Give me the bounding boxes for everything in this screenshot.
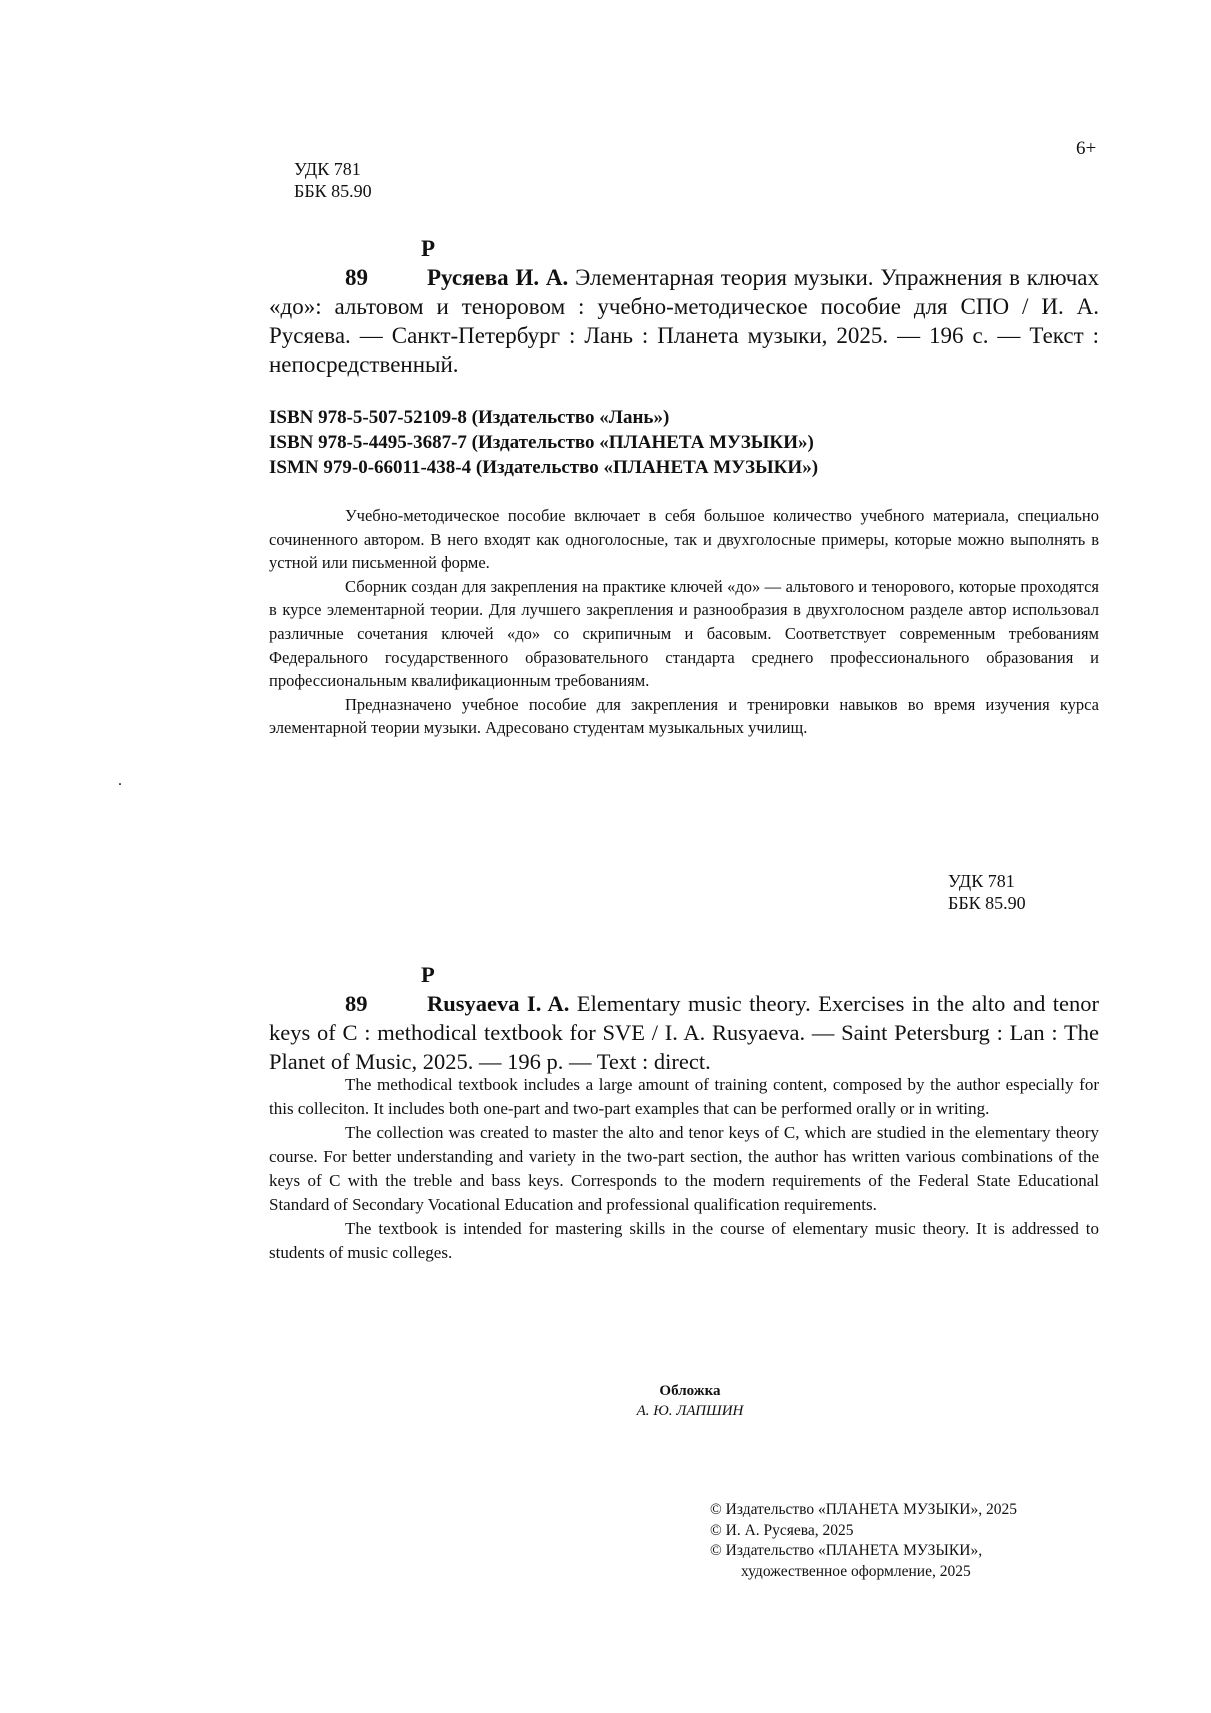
isbn-line: ISBN 978-5-507-52109-8 (Издательство «Лань»)	[269, 407, 670, 428]
author-sign: Р 89	[345, 962, 435, 1016]
abstract-en	[269, 1073, 1099, 1265]
copyright-line-continued: художественное оформление, 2025	[741, 1562, 971, 1580]
cover-artist: А. Ю. ЛАПШИН	[636, 1403, 744, 1419]
entry-text: Elementary music theory. Exercises in the alto and tenor keys of C : methodical textbook for SVE / I. A. Rusyaeva. — Saint Petersburg : Lan : The Planet of Music, 2025. — 196 p. — Text : direct.	[269, 991, 1100, 1074]
udk-code: УДК 781	[294, 159, 361, 179]
copyright-line: © И. А. Русяева, 2025	[710, 1521, 854, 1539]
age-rating: 6+	[1076, 138, 1097, 159]
ismn-line: ISMN 979-0-66011-438-4 (Издательство «ПЛАНЕТА МУЗЫКИ»)	[269, 457, 819, 478]
copyright-block	[710, 1500, 1017, 1582]
abstract-paragraph: The collection was created to master the alto and tenor keys of C, which are studied in the elementary theory course. For better understanding and variety in the two-part section, the author has written various combinations of the keys of C with the treble and bass keys. Corresponds to the modern requirements of the Federal State Educational Standard of Secondary Vocational Education and professional qualification requirements.	[269, 1123, 1099, 1214]
abstract-paragraph: Предназначено учебное пособие для закрепления и тренировки навыков во время изучения курса элементарной теории музыки. Адресовано студентам музыкальных училищ.	[269, 694, 1099, 738]
abstract-paragraph: Учебно-методическое пособие включает в себя большое количество учебного материала, специально сочиненного автором. В него входят как одноголосные, так и двухголосные примеры, которые можно выполнять в устной или письменной форме.	[269, 506, 1099, 573]
isbn-block	[269, 405, 818, 480]
stray-dot: .	[118, 772, 122, 789]
bbk-code: ББК 85.90	[948, 893, 1026, 913]
isbn-line: ISBN 978-5-4495-3687-7 (Издательство «ПЛАНЕТА МУЗЫКИ»)	[269, 432, 814, 453]
udk-bbk-middle	[948, 870, 1026, 914]
cover-heading: Обложка	[659, 1383, 721, 1399]
copyright-line: © Издательство «ПЛАНЕТА МУЗЫКИ», 2025	[710, 1501, 1017, 1518]
udk-bbk-top	[294, 158, 372, 202]
author-name: Русяева И. А.	[427, 265, 569, 290]
bbk-code: ББК 85.90	[294, 181, 372, 201]
author-name: Rusyaeva I. A.	[427, 991, 570, 1016]
author-sign: Р 89	[345, 236, 436, 290]
abstract-paragraph: The methodical textbook includes a large amount of training content, composed by the author especially for this colleciton. It includes both one-part and two-part examples that can be performed orally or in writing.	[269, 1075, 1099, 1118]
abstract-paragraph: Сборник создан для закрепления на практике ключей «до» — альтового и тенорового, которые проходятся в курсе элементарной теории. Для лучшего закрепления и разнообразия в двухголосном разделе автор использовал различные сочетания ключей «до» со скрипичным и басовым. Соответствует современным требованиям Федерального государственного образовательного стандарта среднего профессионального образования и профессиональным квалификационным требованиям.	[269, 576, 1099, 691]
entry-text: Элементарная теория музыки. Упражнения в ключах «до»: альтовом и теноровом : учебно-методическое пособие для СПО / И. А. Русяева. — Санкт-Петербург : Лань : Планета музыки, 2025. — 196 с. — Текст : непосредственный.	[269, 265, 1100, 377]
abstract-ru	[269, 504, 1099, 740]
bibliographic-entry-ru	[269, 234, 1099, 379]
copyright-line: © Издательство «ПЛАНЕТА МУЗЫКИ»,	[710, 1542, 983, 1559]
bibliographic-entry-en	[269, 960, 1099, 1076]
udk-code: УДК 781	[948, 871, 1015, 891]
cover-credit	[560, 1381, 820, 1421]
abstract-paragraph: The textbook is intended for mastering skills in the course of elementary music theory. It is addressed to students of music colleges.	[269, 1219, 1099, 1262]
